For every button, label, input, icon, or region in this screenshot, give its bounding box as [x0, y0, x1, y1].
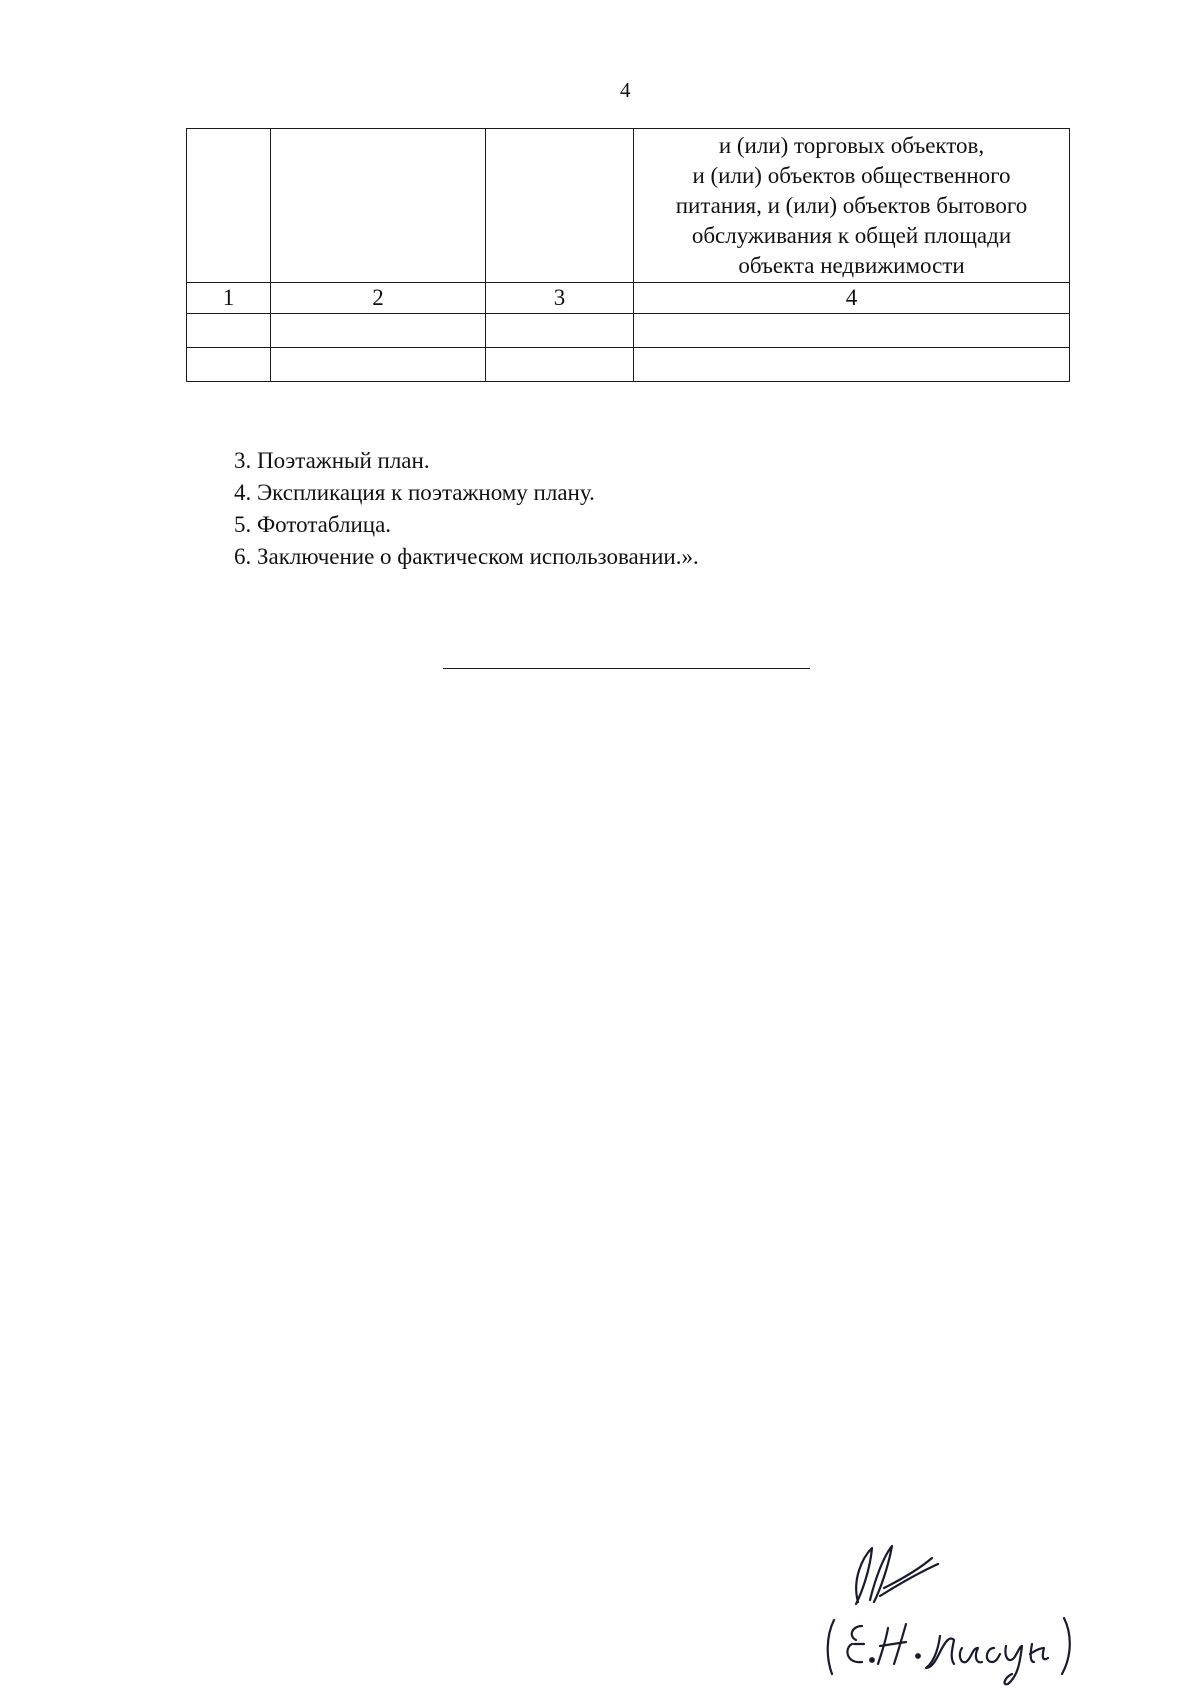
column-number-row: [187, 283, 1070, 314]
column-number: 4: [634, 283, 1070, 314]
header-line: обслуживания к общей площади: [691, 222, 1012, 248]
separator-line: [443, 668, 810, 669]
page-number: 4: [620, 78, 631, 102]
header-line: питания, и (или) объектов бытового: [675, 192, 1028, 218]
table-cell: [634, 348, 1070, 382]
table-row: [187, 314, 1070, 348]
table-header-row: [187, 129, 1070, 283]
list-item: 5. Фототаблица.: [234, 512, 392, 537]
column-number: 1: [187, 283, 271, 314]
attachment-list: [234, 445, 699, 573]
column-number: 3: [486, 283, 634, 314]
list-item: 6. Заключение о фактическом использовании.».: [234, 544, 699, 569]
column-number: 2: [271, 283, 486, 314]
table-cell: [486, 348, 634, 382]
header-line: и (или) объектов общественного: [692, 162, 1011, 188]
handwritten-signature: [822, 1540, 1082, 1690]
table-cell: [271, 348, 486, 382]
table-cell: [187, 314, 271, 348]
table-cell: [271, 314, 486, 348]
header-line: объекта недвижимости: [738, 252, 965, 278]
header-cell-1: [187, 129, 271, 283]
table-cell: [187, 348, 271, 382]
document-table: [186, 128, 1070, 382]
header-cell-3: [486, 129, 634, 283]
list-item: 4. Экспликация к поэтажному плану.: [234, 480, 595, 505]
header-line: и (или) торговых объектов,: [718, 132, 985, 158]
table-row: [187, 348, 1070, 382]
header-cell-4: [634, 129, 1070, 283]
table-cell: [634, 314, 1070, 348]
header-cell-2: [271, 129, 486, 283]
table-cell: [486, 314, 634, 348]
list-item: 3. Поэтажный план.: [234, 448, 430, 473]
